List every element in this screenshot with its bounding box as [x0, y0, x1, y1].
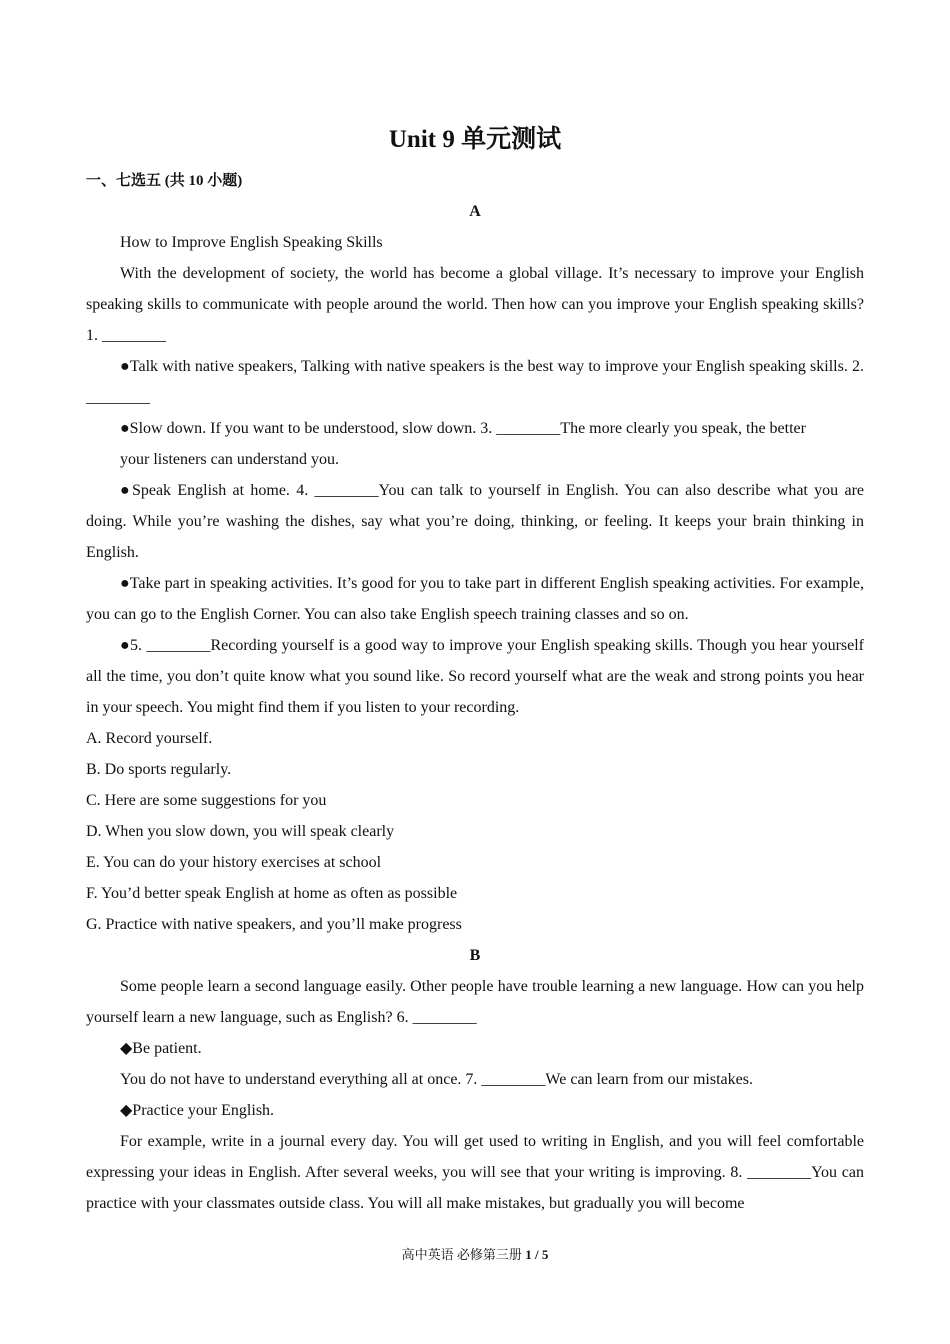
section-heading: 一、七选五 (共 10 小题)	[86, 173, 243, 189]
passage-a-paragraph: ●Take part in speaking activities. It’s good for you to take part in different English speaking activities. For example, you can go to the English Corner. You can also take English speech training classes and so on.	[86, 575, 864, 623]
passage-b-paragraph: You do not have to understand everything all at once. 7. ________We can learn from our mistakes.	[120, 1071, 753, 1088]
footer-separator: /	[534, 1247, 539, 1262]
passage-a-label: A	[469, 203, 481, 220]
passage-a-paragraph: ●Slow down. If you want to be understood, slow down. 3. ________The more clearly you speak, the better	[120, 420, 806, 437]
option-c: C. Here are some suggestions for you	[86, 792, 327, 809]
passage-b-paragraph: ◆Be patient.	[120, 1040, 202, 1057]
passage-b-paragraph: ◆Practice your English.	[120, 1102, 275, 1119]
passage-b-paragraph: Some people learn a second language easily. Other people have trouble learning a new language. How can you help yourself learn a new language, such as English? 6. ________	[86, 978, 864, 1026]
passage-b-paragraph: For example, write in a journal every day. You will get used to writing in English, and you will feel comfortable expressing your ideas in English. After several weeks, you will see that your writing is improving. 8. ________You can practice with your classmates outside class. You will all make mistakes, but gradually you will become	[86, 1133, 864, 1212]
option-e: E. You can do your history exercises at school	[86, 854, 382, 871]
option-b: B. Do sports regularly.	[86, 761, 232, 778]
option-d: D. When you slow down, you will speak clearly	[86, 823, 395, 840]
option-g: G. Practice with native speakers, and you’ll make progress	[86, 916, 462, 933]
footer-book-title: 高中英语 必修第三册	[401, 1247, 522, 1262]
passage-a-paragraph: With the development of society, the world has become a global village. It’s necessary to improve your English speaking skills to communicate with people around the world. Then how can you improve your English speaking skills? 1. ________	[86, 265, 864, 344]
footer-page-number: 1	[525, 1247, 532, 1262]
option-f: F. You’d better speak English at home as often as possible	[86, 885, 458, 902]
page-footer	[0, 1245, 950, 1265]
page-title: Unit 9 单元测试	[388, 126, 562, 153]
passage-a-paragraph: ●Speak English at home. 4. ________You can talk to yourself in English. You can also describe what you are doing. While you’re washing the dishes, say what you’re doing, thinking, or feeling. It keeps your brain thinking in English.	[86, 482, 864, 561]
passage-a-paragraph: ●Talk with native speakers, Talking with native speakers is the best way to improve your English speaking skills. 2. ________	[86, 358, 864, 406]
document-body	[86, 196, 864, 1219]
passage-b-label: B	[469, 947, 481, 964]
passage-a-heading: How to Improve English Speaking Skills	[120, 234, 383, 251]
option-a: A. Record yourself.	[86, 730, 213, 747]
footer-page-total: 5	[541, 1247, 549, 1262]
passage-a-paragraph: ●5. ________Recording yourself is a good way to improve your English speaking skills. Though you hear yourself all the time, you don’t quite know what you sound like. So record yourself what are the weak and strong points you hear in your speech. You might find them if you listen to your recording.	[86, 637, 864, 716]
passage-a-paragraph: your listeners can understand you.	[120, 451, 340, 468]
